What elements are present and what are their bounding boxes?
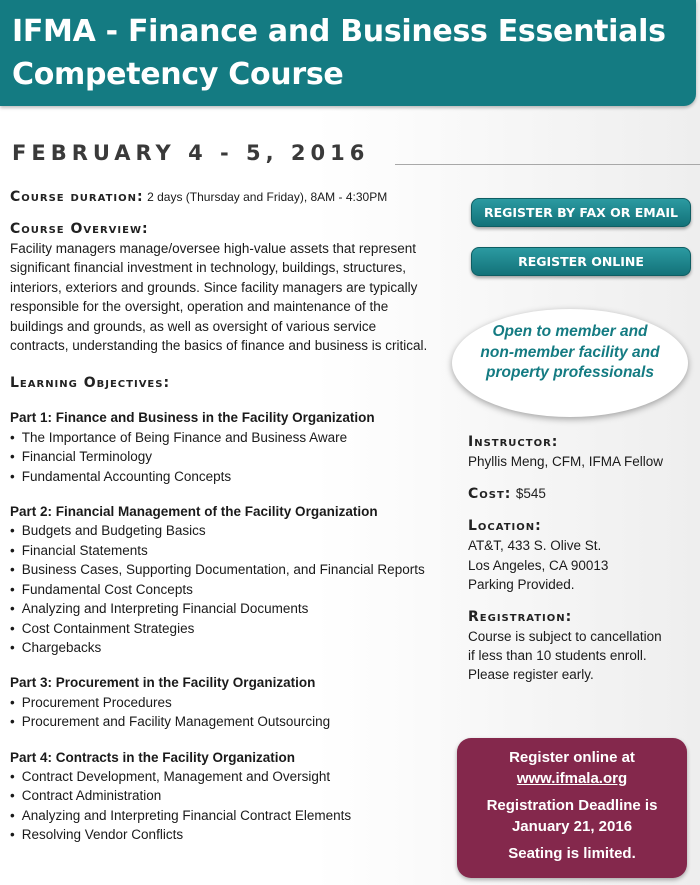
list-item: • Business Cases, Supporting Documentation, and Financial Reports <box>10 560 455 579</box>
course-info <box>468 433 693 698</box>
course-details <box>10 188 455 845</box>
eligibility-line-3: property professionals <box>486 364 654 381</box>
list-item: • Chargebacks <box>10 638 455 657</box>
part-4 <box>10 748 455 845</box>
list-item: • Analyzing and Interpreting Financial Contract Elements <box>10 806 455 825</box>
seating-note: Seating is limited. <box>508 845 636 862</box>
cost-label: Cost: <box>468 486 512 503</box>
part-3 <box>10 673 455 731</box>
part-title: Part 2: Financial Management of the Facility Organization <box>10 504 378 520</box>
registration-line-2: if less than 10 students enroll. <box>468 648 647 664</box>
list-item: • Resolving Vendor Conflicts <box>10 825 455 844</box>
part-items <box>10 767 455 845</box>
course-duration <box>10 188 455 206</box>
register-online-button[interactable]: REGISTER ONLINE <box>471 247 691 276</box>
date-divider <box>395 164 700 165</box>
page-title <box>12 10 692 96</box>
eligibility-line-2: non-member facility and <box>480 343 660 361</box>
overview-text: Facility managers manage/oversee high-value assets that represent significant financial investment in technology, buildings, structures, interiors, exteriors and grounds. Since facility managers are typically responsible for the oversight, operation and maintenance of the buildings and grounds, as well as oversight of various service contracts, understanding the basics of finance and business is critical. <box>10 241 428 354</box>
registration-callout <box>457 738 687 878</box>
callout-line-1: Register online at <box>509 749 635 766</box>
instructor-block <box>468 433 693 471</box>
instructor-label: Instructor: <box>468 434 559 450</box>
location-line-3: Parking Provided. <box>468 577 575 593</box>
eligibility-line-1: Open to member and <box>492 323 648 340</box>
event-date: FEBRUARY 4 - 5, 2016 <box>12 141 370 165</box>
part-items <box>10 693 455 732</box>
location-label: Location: <box>468 518 542 535</box>
list-item: • Cost Containment Strategies <box>10 619 455 638</box>
list-item: • Fundamental Cost Concepts <box>10 580 455 599</box>
cost-block <box>468 484 693 504</box>
registration-block <box>468 608 693 685</box>
list-item: • Fundamental Accounting Concepts <box>10 467 455 486</box>
instructor-value: Phyllis Meng, CFM, IFMA Fellow <box>468 454 664 469</box>
part-title: Part 1: Finance and Business in the Facility Organization <box>10 410 375 426</box>
registration-line-3: Please register early. <box>468 667 594 683</box>
location-line-2: Los Angeles, CA 90013 <box>468 557 609 573</box>
list-item: • Financial Terminology <box>10 447 455 466</box>
overview-heading: Course Overview: <box>10 221 149 237</box>
location-block <box>468 517 693 594</box>
eligibility-text <box>452 322 688 384</box>
registration-line-1: Course is subject to cancellation <box>468 628 662 644</box>
location-line-1: AT&T, 433 S. Olive St. <box>468 538 602 554</box>
part-items <box>10 521 455 657</box>
list-item: • Procurement and Facility Management Outsourcing <box>10 712 455 731</box>
list-item: • The Importance of Being Finance and Business Aware <box>10 428 455 447</box>
list-item: • Contract Development, Management and Oversight <box>10 767 455 786</box>
part-title: Part 3: Procurement in the Facility Organization <box>10 675 316 691</box>
list-item: • Financial Statements <box>10 541 455 560</box>
part-1 <box>10 408 455 486</box>
part-items <box>10 428 455 486</box>
list-item: • Contract Administration <box>10 786 455 805</box>
objectives-heading: Learning Objectives: <box>10 375 171 392</box>
cost-value: $545 <box>515 486 546 502</box>
list-item: • Budgets and Budgeting Basics <box>10 521 455 540</box>
part-2 <box>10 502 455 657</box>
list-item: • Procurement Procedures <box>10 693 455 712</box>
register-fax-email-button[interactable]: REGISTER BY FAX OR EMAIL <box>471 198 691 227</box>
list-item: • Analyzing and Interpreting Financial Documents <box>10 599 455 618</box>
title-line-2: Competency Course <box>12 57 344 92</box>
deadline-date: January 21, 2016 <box>511 817 633 835</box>
registration-label: Registration: <box>468 608 573 625</box>
website-link[interactable]: www.ifmala.org <box>516 769 628 787</box>
eligibility-oval <box>452 309 688 417</box>
title-line-1: IFMA - Finance and Business Essentials <box>12 14 666 49</box>
duration-value: 2 days (Thursday and Friday), 8AM - 4:30PM <box>147 190 388 204</box>
header-banner <box>0 0 696 106</box>
deadline-line: Registration Deadline is <box>486 797 658 814</box>
duration-label: Course duration: <box>10 189 144 205</box>
part-title: Part 4: Contracts in the Facility Organization <box>10 749 296 765</box>
